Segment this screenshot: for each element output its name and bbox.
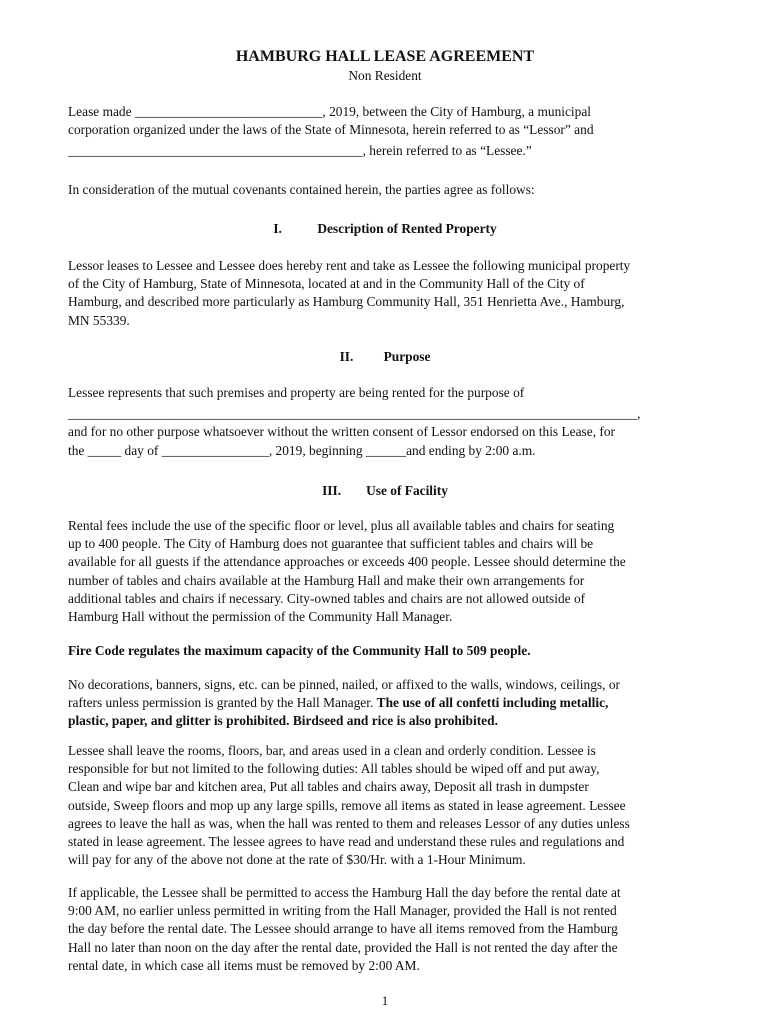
paragraph-line: outside, Sweep floors and mop up any large spills, remove all items as stated in lease agreement. Lessee: [68, 797, 626, 813]
paragraph-line: Lessor leases to Lessee and Lessee does hereby rent and take as Lessee the following municipal property: [68, 258, 631, 273]
paragraph-line: of the City of Hamburg, State of Minnesota, located at and in the Community Hall of the City of: [68, 276, 585, 292]
decorations-paragraph: [68, 676, 702, 731]
paragraph-line: rental date, in which case all items must be removed by 2:00 AM.: [68, 957, 420, 973]
paragraph-line: and for no other purpose whatsoever without the written consent of Lessor endorsed on this Lease, for: [68, 424, 616, 440]
paragraph-line: No decorations, banners, signs, etc. can be pinned, nailed, or affixed to the walls, windows, ceilings, or: [68, 677, 620, 692]
confetti-rule: The use of all confetti including metallic,: [376, 695, 609, 711]
access-paragraph: [68, 884, 702, 975]
paragraph-line: Hamburg, and described more particularly as Hamburg Community Hall, 351 Henrietta Ave., Hamburg,: [68, 294, 625, 310]
section2-paragraph: [68, 384, 702, 460]
paragraph-line: Hamburg Hall without the permission of the Community Hall Manager.: [68, 609, 453, 625]
section3-paragraph-1: [68, 517, 702, 626]
paragraph-line: agrees to leave the hall as was, when the hall was rented to them and releases Lessor of any duties unless: [68, 815, 630, 831]
page-number: 1: [381, 993, 389, 1008]
paragraph-line: Lessee shall leave the rooms, floors, bar, and areas used in a clean and orderly condition. Lessee is: [68, 743, 596, 758]
paragraph-line: _____________________________________________________________________________________,: [68, 406, 641, 422]
section-title: Purpose: [383, 349, 431, 364]
confetti-rule: plastic, paper, and glitter is prohibited. Birdseed and rice is also prohibited.: [68, 713, 498, 729]
paragraph-line: MN 55339.: [68, 312, 130, 328]
section1-paragraph: [68, 257, 702, 330]
paragraph-line: will pay for any of the above not done at the rate of $30/Hr. with a 1-Hour Minimum.: [68, 852, 526, 868]
section-number: III.: [322, 483, 342, 498]
intro-line: ____________________________________________, herein referred to as “Lessee.”: [68, 143, 532, 159]
paragraph-line: number of tables and chairs available at the Hamburg Hall and make their own arrangements for: [68, 572, 585, 588]
paragraph-line: Clean and wipe bar and kitchen area, Put all tables and chairs away, Deposit all trash in dumpster: [68, 779, 589, 795]
section-heading-2: [0, 348, 770, 366]
paragraph-line: 9:00 AM, no earlier unless permitted in writing from the Hall Manager, provided the Hall is not rented: [68, 903, 617, 919]
document-title: HAMBURG HALL LEASE AGREEMENT: [235, 48, 535, 65]
paragraph-line: Lessee represents that such premises and property are being rented for the purpose of: [68, 385, 525, 400]
paragraph-line: responsible for but not limited to the following duties: All tables should be wiped off and put away,: [68, 761, 600, 777]
document-subtitle: Non Resident: [348, 68, 422, 83]
decor-text: rafters unless permission is granted by the Hall Manager.: [68, 695, 377, 711]
intro-line: Lease made ____________________________, 2019, between the City of Hamburg, a municipal: [68, 104, 592, 119]
section-number: I.: [273, 221, 282, 236]
intro-paragraph: [68, 103, 702, 161]
paragraph-line: If applicable, the Lessee shall be permitted to access the Hamburg Hall the day before the rental date at: [68, 885, 621, 900]
paragraph-line: [68, 694, 702, 712]
intro-line: corporation organized under the laws of the State of Minnesota, herein referred to as “Lessor” and: [68, 122, 594, 138]
section-number: II.: [339, 349, 354, 364]
section-title: Use of Facility: [366, 483, 448, 498]
paragraph-line: additional tables and chairs if necessary. City-owned tables and chairs are not allowed outside of: [68, 590, 586, 606]
section-heading-1: [0, 220, 770, 238]
paragraph-line: available for all guests if the attendance approaches or exceeds 400 people. Lessee should determine the: [68, 554, 626, 570]
paragraph-line: up to 400 people. The City of Hamburg does not guarantee that sufficient tables and chairs will be: [68, 536, 594, 552]
paragraph-line: Rental fees include the use of the specific floor or level, plus all available tables and chairs for seating: [68, 518, 615, 533]
paragraph-line: stated in lease agreement. The lessee agrees to have read and understand these rules and regulations and: [68, 834, 625, 850]
consideration-paragraph: In consideration of the mutual covenants contained herein, the parties agree as follows:: [68, 182, 535, 197]
paragraph-line: the _____ day of ________________, 2019, beginning ______and ending by 2:00 a.m.: [68, 442, 536, 458]
section-heading-3: [0, 482, 770, 500]
section-title: Description of Rented Property: [317, 221, 497, 236]
paragraph-line: Hall no later than noon on the day after the rental date, provided the Hall is not rented the day after the: [68, 939, 618, 955]
cleanup-paragraph: [68, 742, 702, 869]
paragraph-line: the day before the rental date. The Lessee should arrange to have all items removed from the Hamburg: [68, 921, 618, 937]
fire-code-notice: Fire Code regulates the maximum capacity of the Community Hall to 509 people.: [68, 643, 531, 658]
